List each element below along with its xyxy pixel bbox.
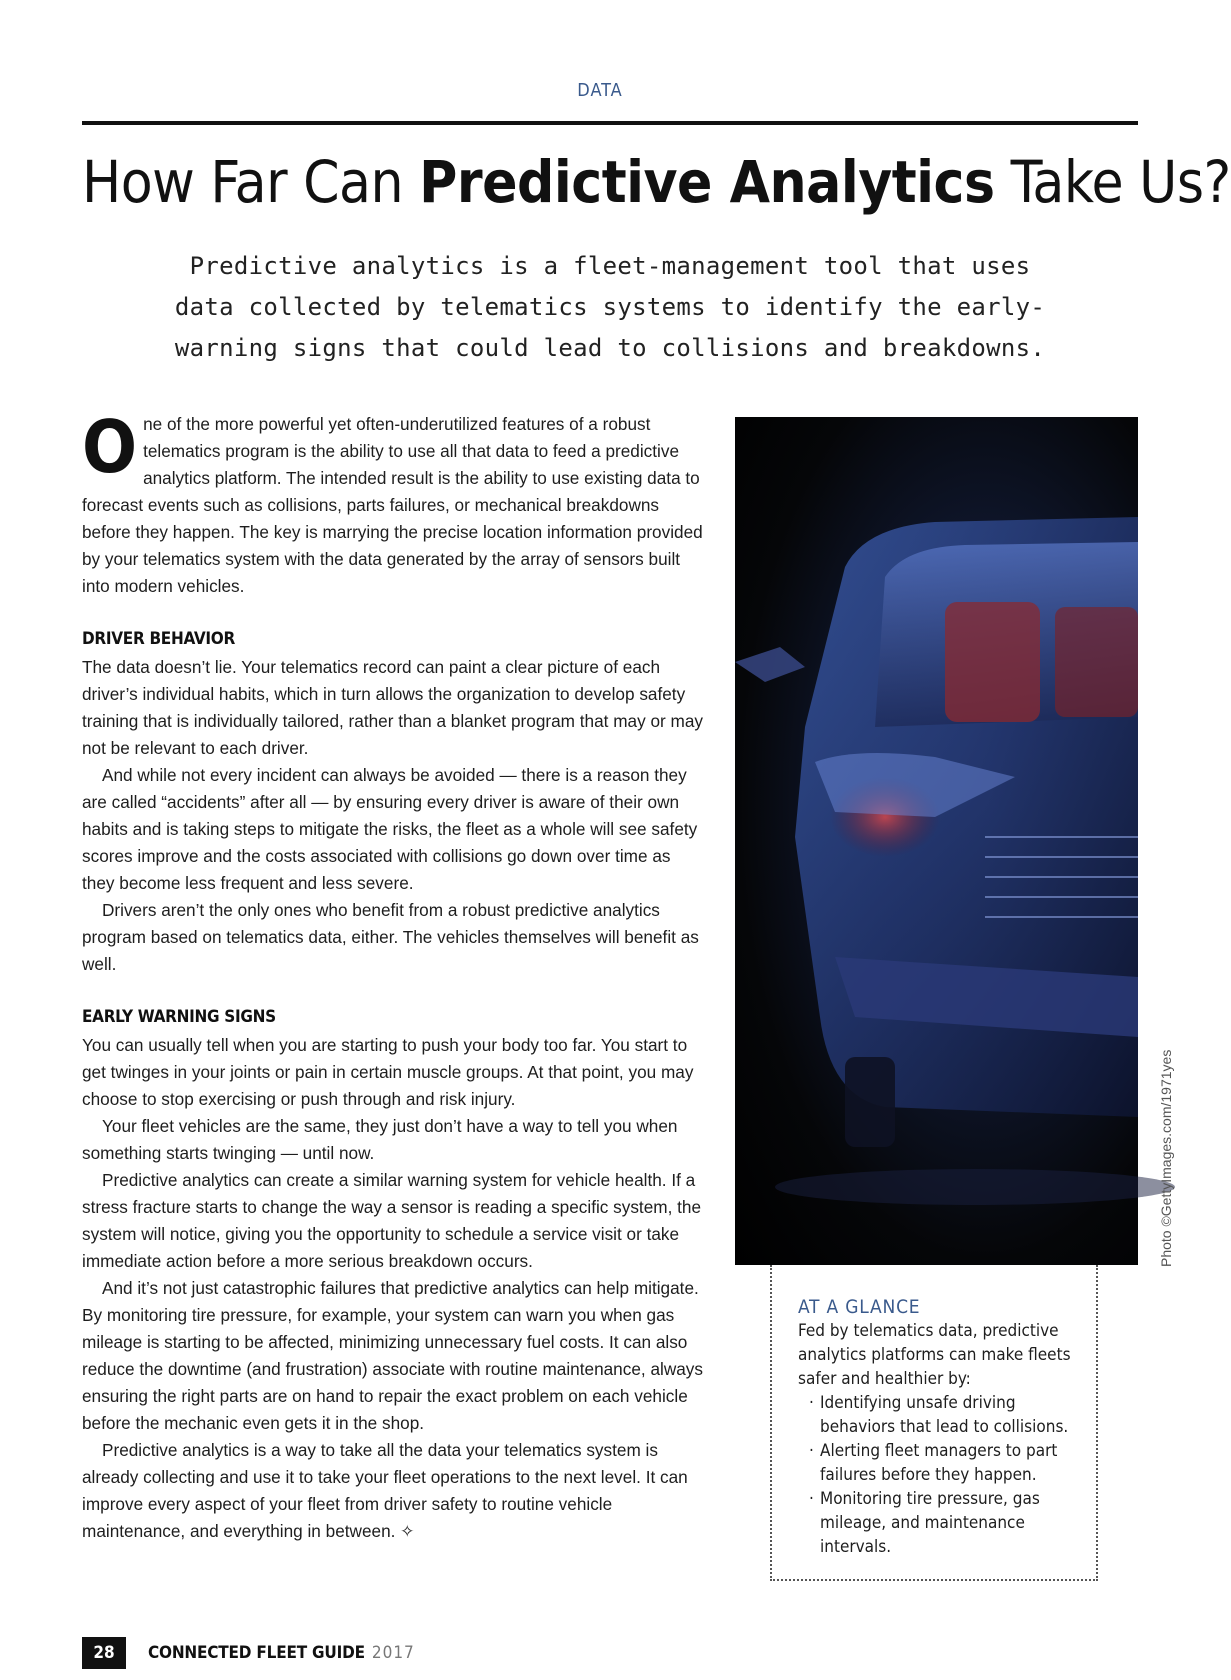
paragraph: Drivers aren’t the only ones who benefit from a robust predictive analytics program based on telematics data, either. The vehicles themselves will benefit as well. xyxy=(82,900,699,974)
list-item-text: Identifying unsafe driving behaviors that lead to collisions. xyxy=(820,1393,1069,1437)
bullet-icon: · xyxy=(809,1441,814,1461)
at-a-glance-box xyxy=(770,1265,1098,1581)
at-a-glance-list xyxy=(798,1391,1088,1559)
page-number: 28 xyxy=(82,1637,126,1669)
intro-paragraph xyxy=(82,405,707,600)
body-column xyxy=(82,405,707,1545)
subhead-driver-behavior: DRIVER BEHAVIOR xyxy=(82,629,235,649)
at-a-glance-title: AT A GLANCE xyxy=(798,1296,921,1318)
car-illustration xyxy=(735,417,1138,1265)
paragraph: And while not every incident can always be avoided — there is a reason they are called “accidents” after all — by ensuring every driver is aware of their own habits and is taking steps to mitigate the risks, the fleet as a whole will see safety scores improve and the costs associated with collisions go down over time as they become less frequent and less severe. xyxy=(82,765,698,893)
dropcap: O xyxy=(82,405,138,489)
page-footer xyxy=(82,1636,415,1670)
deck: Predictive analytics is a fleet-management tool that uses data collected by telematics systems to identify the early-warning signs that could lead to collisions and breakdowns. xyxy=(174,252,1046,362)
subhead-early-warning-signs: EARLY WARNING SIGNS xyxy=(82,1007,276,1027)
paragraph: The data doesn’t lie. Your telematics record can paint a clear picture of each driver’s individual habits, which in turn allows the organization to develop safety training that is individually tailored, rather than a blanket program that may or may not be relevant to each driver. xyxy=(82,657,703,758)
list-item-text: Monitoring tire pressure, gas mileage, and maintenance intervals. xyxy=(820,1489,1040,1557)
headline-part1: How Far Can xyxy=(82,148,420,216)
publication-year: 2017 xyxy=(371,1643,415,1663)
bullet-icon: · xyxy=(809,1393,814,1413)
paragraph: Predictive analytics can create a similar warning system for vehicle health. If a stress fracture starts to change the way a sensor is reading a specific system, the system will notice, giving you the opportunity to schedule a service visit or take immediate action before a more serious breakdown occurs. xyxy=(82,1170,702,1271)
publication-name: CONNECTED FLEET GUIDE xyxy=(148,1643,365,1663)
car-photo xyxy=(735,417,1138,1265)
paragraph: Your fleet vehicles are the same, they just don’t have a way to tell you when something starts twinging — until now. xyxy=(82,1116,678,1163)
photo-credit: Photo ©GettyImages.com/1971yes xyxy=(1158,1049,1174,1267)
headline-part2: Take Us? xyxy=(994,148,1231,216)
headline xyxy=(82,146,1231,218)
bullet-icon: · xyxy=(809,1489,814,1509)
list-item xyxy=(798,1391,1088,1439)
top-rule xyxy=(82,121,1138,125)
paragraph: And it’s not just catastrophic failures that predictive analytics can help mitigate. By monitoring tire pressure, for example, your system can warn you when gas mileage is starting to be affected, minimizing unnecessary fuel costs. It can also reduce the downtime (and frustration) associate with routine maintenance, always ensuring the right parts are on hand to repair the exact problem on each vehicle before the mechanic even gets it in the shop. xyxy=(82,1278,703,1433)
paragraph: You can usually tell when you are starting to push your body too far. You start to get twinges in your joints or pain in certain muscle groups. At that point, you may choose to stop exercising or push through and risk injury. xyxy=(82,1035,694,1109)
headline-bold: Predictive Analytics xyxy=(419,148,995,216)
list-item xyxy=(798,1439,1088,1487)
section-label: DATA xyxy=(577,80,623,101)
intro-text: ne of the more powerful yet often-underutilized features of a robust telematics program is the ability to use all that data to feed a predictive analytics platform. The intended result is the ability to use existing data to forecast events such as collisions, parts failures, or mechanical breakdowns before they happen. The key is marrying the precise location information provided by your telematics system with the data generated by the array of sensors built into modern vehicles. xyxy=(82,414,703,596)
list-item xyxy=(798,1487,1088,1559)
paragraph: Predictive analytics is a way to take all the data your telematics system is already collecting and use it to take your fleet operations to the next level. It can improve every aspect of your fleet from driver safety to routine vehicle maintenance, and everything in between. ✧ xyxy=(82,1440,688,1541)
at-a-glance-intro: Fed by telematics data, predictive analytics platforms can make fleets safer and healthier by: xyxy=(798,1321,1071,1389)
list-item-text: Alerting fleet managers to part failures before they happen. xyxy=(820,1441,1058,1485)
